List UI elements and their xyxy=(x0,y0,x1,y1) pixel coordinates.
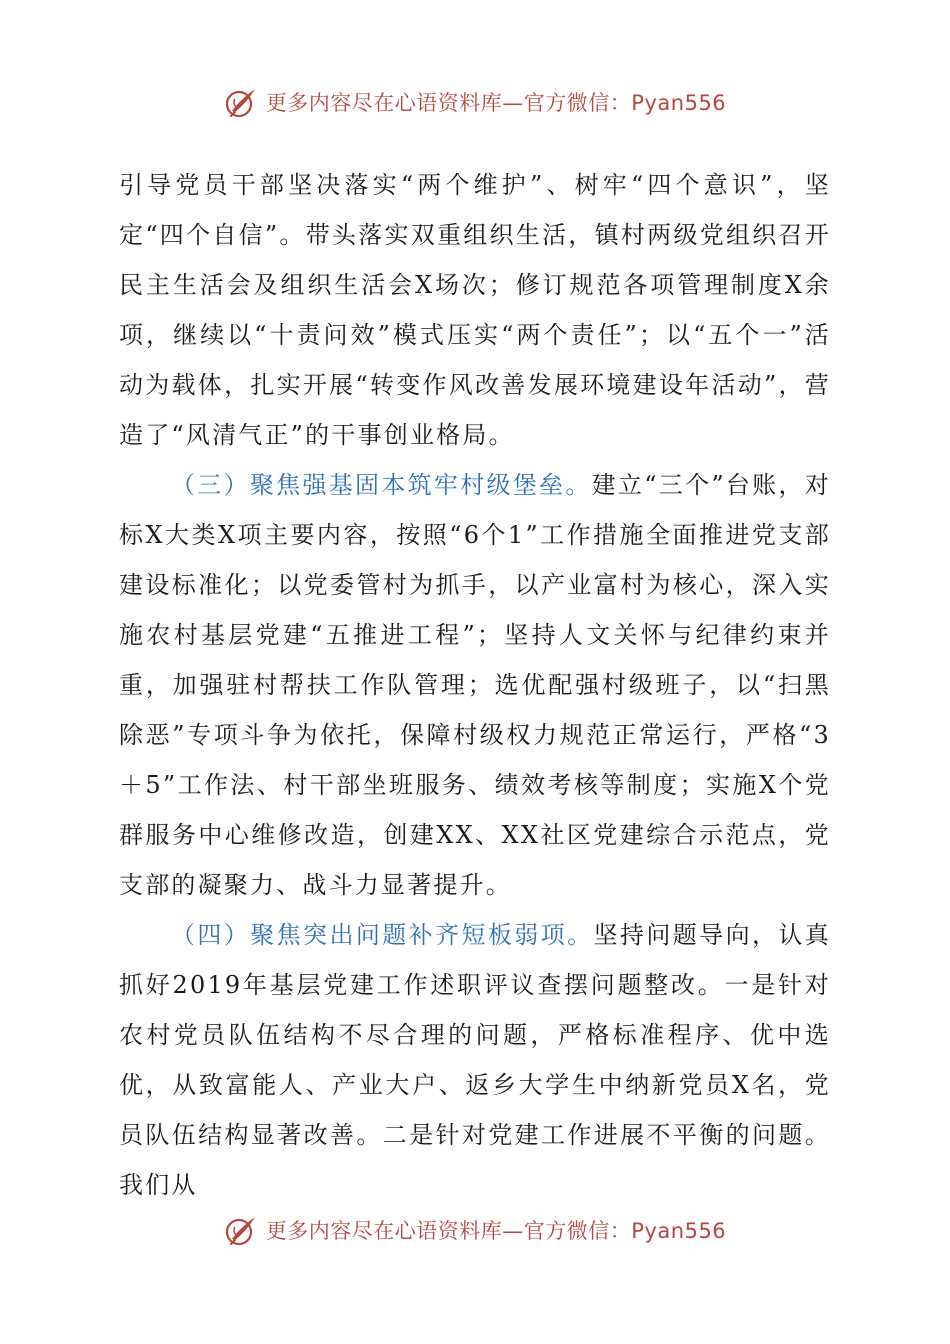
document-body xyxy=(119,160,831,1210)
quill-logo-icon xyxy=(224,85,258,119)
footer-banner-text: 更多内容尽在心语资料库—官方微信：Pyan556 xyxy=(265,1219,727,1243)
section-4-text: 坚持问题导向，认真抓好2019年基层党建工作述职评议查摆问题整改。一是针对农村党员队伍结构不尽合理的问题，严格标准程序、优中选优，从致富能人、产业大户、返乡大学生中纳新党员X名，党员队伍结构显著改善。二是针对党建工作进展不平衡的问题。我们从 xyxy=(119,921,831,1199)
section-3-text: 建立“三个”台账，对标X大类X项主要内容，按照“6个1”工作措施全面推进党支部建设标准化；以党委管村为抓手，以产业富村为核心，深入实施农村基层党建“五推进工程”；坚持人文关怀与纪律约束并重，加强驻村帮扶工作队管理；选优配强村级班子，以“扫黑除恶”专项斗争为依托，保障村级权力规范正常运行，严格“3＋5”工作法、村干部坐班服务、绩效考核等制度；实施X个党群服务中心维修改造，创建XX、XX社区党建综合示范点，党支部的凝聚力、战斗力显著提升。 xyxy=(119,471,831,899)
section-3-heading: （三）聚焦强基固本筑牢村级堡垒。 xyxy=(171,471,592,499)
quill-logo-icon xyxy=(224,1213,258,1247)
header-banner-text: 更多内容尽在心语资料库—官方微信：Pyan556 xyxy=(265,91,727,115)
footer-banner xyxy=(0,1210,950,1250)
paragraph-section-3 xyxy=(119,460,831,910)
paragraph-1: 引导党员干部坚决落实“两个维护”、树牢“四个意识”，坚定“四个自信”。带头落实双重组织生活，镇村两级党组织召开民主生活会及组织生活会X场次；修订规范各项管理制度X余项，继续以“十责问效”模式压实“两个责任”；以“五个一”活动为载体，扎实开展“转变作风改善发展环境建设年活动”，营造了“风清气正”的干事创业格局。 xyxy=(119,171,831,449)
section-4-heading: （四）聚焦突出问题补齐短板弱项。 xyxy=(171,921,594,949)
paragraph-section-4 xyxy=(119,910,831,1210)
header-banner xyxy=(0,82,950,122)
